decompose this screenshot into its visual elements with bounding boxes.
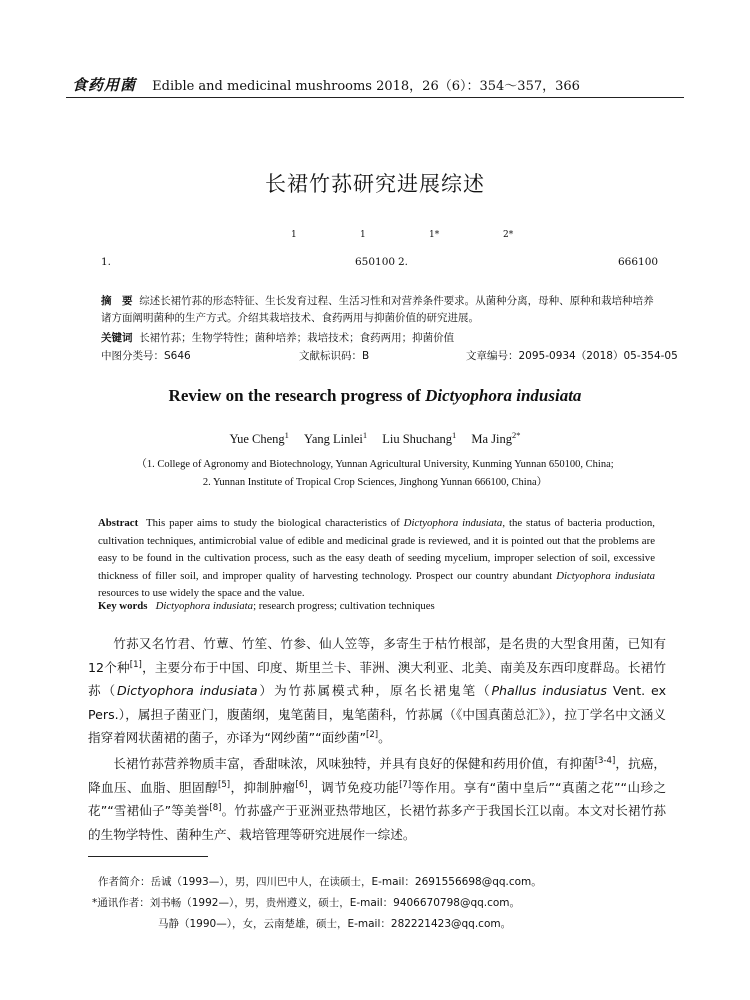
keywords-cn-text: 长裙竹荪；生物学特性；菌种培养；栽培技术；食药两用；抑菌价值 — [139, 332, 455, 344]
species-name: Dictyophora indusiata — [117, 683, 258, 699]
body-text: ，主要分布于中国、印度、斯里兰卡、菲洲、澳大利亚、北美、南美及东西印度群岛。长裙竹荪（ — [88, 659, 666, 699]
header-rule — [66, 97, 684, 98]
citation-ref: [8] — [209, 803, 222, 813]
article-number: 文章编号：2095-0934（2018）05-354-05 — [466, 350, 678, 362]
author-sup: 1 — [452, 429, 457, 440]
keywords-cn-label: 关键词 — [101, 332, 133, 344]
body-text: Vent. ex Pers.），属担子菌亚门，腹菌纲，鬼笔菌目，鬼笔菌科，竹荪属（《中国真菌总汇》），拉丁学名中文涵义指穿着网状菌裙的菌子，亦译为“网纱菌”“面纱菌” — [88, 683, 667, 746]
author-sup: 2* — [512, 429, 521, 440]
author-en — [304, 429, 368, 446]
page-title-cn: 长裙竹荪研究进展综述 — [265, 172, 485, 196]
citation-ref: [7] — [399, 779, 412, 790]
body-text: ，抗癌，降血压、血脂、胆固醇 — [88, 756, 667, 795]
page-title-en — [0, 386, 750, 406]
body-text: ）为竹荪属模式种，原名长裙鬼笔（ — [257, 683, 492, 699]
abstract-en-species: Dictyophora indusiata — [403, 517, 503, 529]
author-en — [382, 429, 457, 446]
journal-logo: 食药用菌 — [72, 76, 137, 94]
document-code: 文献标识码：B — [299, 350, 370, 362]
body-text: ，抑制肿瘤 — [230, 779, 296, 795]
abstract-en-text: resources to use widely the space and the value. — [98, 587, 305, 599]
author-en — [471, 429, 521, 446]
body-text: 长裙竹荪营养物质丰富，香甜味浓，风味独特，并具有良好的保健和药用价值，有抑菌 — [113, 756, 595, 771]
author-en — [229, 429, 289, 446]
keywords-en-text: ; research progress; cultivation techniques — [253, 600, 435, 612]
body-text: 等作用。享有“菌中皇后”“真菌之花”“山珍之花”“雪裙仙子”等美誉 — [88, 779, 667, 819]
citation-ref: [2] — [365, 730, 379, 741]
abstract-cn-label: 摘 要 — [101, 295, 133, 307]
abstract-en-label: Abstract — [98, 517, 139, 529]
body-text: 。竹荪盛产于亚洲亚热带地区，长裙竹荪多产于我国长江以南。本文对长裙竹荪的生物学特性、菌种生产、栽培管理等研究进展作一综述。 — [88, 803, 667, 842]
citation-ref: [3-4] — [594, 755, 616, 766]
affiliation-cn-2-number: 2. — [398, 256, 409, 268]
citation-ref: [6] — [295, 779, 308, 790]
author-name: Yang Linlei — [304, 432, 363, 446]
keywords-cn — [101, 330, 656, 347]
affiliation-cn-1-postcode: 650100 — [355, 256, 396, 268]
journal-citation: Edible and medicinal mushrooms 2018，26（6）：354～357，366 — [152, 79, 580, 94]
author-sup-1: 1 — [291, 230, 297, 240]
body-text: ，调节免疫功能 — [307, 779, 400, 795]
body-text: 。 — [378, 730, 391, 746]
author-sup: 1 — [362, 429, 368, 440]
body-text: 竹荪又名竹君、竹蕈、竹笙、竹参、仙人笠等，多寄生于枯竹根部，是名贵的大型食用菌，已知有12个种 — [88, 636, 666, 675]
journal-header — [72, 74, 684, 96]
keywords-en-species: Dictyophora indusiata — [155, 600, 254, 612]
citation-ref: [1] — [129, 659, 142, 670]
affiliation-cn-2-postcode: 666100 — [618, 256, 659, 268]
author-name: Ma Jing — [471, 432, 513, 446]
affiliation-en-line2: 2. Yunnan Institute of Tropical Crop Sciences, Jinghong Yunnan 666100, China） — [202, 477, 548, 488]
clc-number: 中图分类号：S646 — [101, 350, 191, 362]
author-name: Liu Shuchang — [382, 432, 453, 446]
author-sup-2: 1 — [360, 230, 366, 240]
citation-ref: [5] — [218, 779, 231, 790]
title-en-species: Dictyophora indusiata — [425, 386, 582, 405]
authors-en — [0, 429, 750, 447]
author-sup-3: 1* — [429, 230, 440, 240]
abstract-cn-text: 综述长裙竹荪的形态特征、生长发育过程、生活习性和对营养条件要求。从菌种分离，母种、原种和栽培种培养诸方面阐明菌种的生产方式。介绍其栽培技术、食药两用与抑菌价值的研究进展。 — [101, 295, 654, 324]
species-name: Phallus indusiatus — [491, 683, 607, 699]
author-sup-4: 2* — [503, 230, 514, 240]
author-sup: 1 — [284, 429, 289, 440]
affiliation-cn-1-number: 1. — [101, 256, 112, 268]
footnote-corresponding-author-2: 马静（1990—），女，云南楚雄，硕士，E-mail：282221423@qq.com。 — [158, 918, 512, 930]
footnote-rule — [88, 856, 208, 857]
affiliation-en-line1: （1. College of Agronomy and Biotechnology, Yunnan Agricultural University, Kunming Yunnan 650100, China; — [136, 459, 614, 470]
abstract-en-text: This paper aims to study the biological characteristics of — [146, 517, 404, 529]
footnote-corresponding-author: *通讯作者：刘书畅（1992—），男，贵州遵义，硕士，E-mail：9406670798@qq.com。 — [92, 897, 521, 909]
keywords-en-label: Key words — [98, 600, 148, 612]
abstract-en-species: Dictyophora indusiata — [556, 569, 655, 582]
abstract-en-text: , the status of bacteria production, cultivation techniques, antimicrobial value of edible and medicinal grade is reviewed, and it is pointed out that the problems are easy to be found in the cultivation process, such as the easy death of seeding mycelium, improper selection of soil, excessive thickness of filler soil, and improper quality of harvesting technology. Prospect our country abundant — [98, 517, 655, 582]
footnote-author-bio: 作者简介：岳诚（1993—），男，四川巴中人，在读硕士，E-mail：2691556698@qq.com。 — [98, 876, 542, 888]
body-paragraph-2 — [88, 752, 666, 846]
keywords-en — [98, 600, 655, 612]
body-paragraph-1 — [88, 632, 666, 750]
author-name: Yue Cheng — [229, 432, 285, 446]
abstract-en — [98, 515, 655, 603]
abstract-cn — [101, 293, 656, 327]
title-en-main: Review on the research progress of — [168, 386, 426, 405]
